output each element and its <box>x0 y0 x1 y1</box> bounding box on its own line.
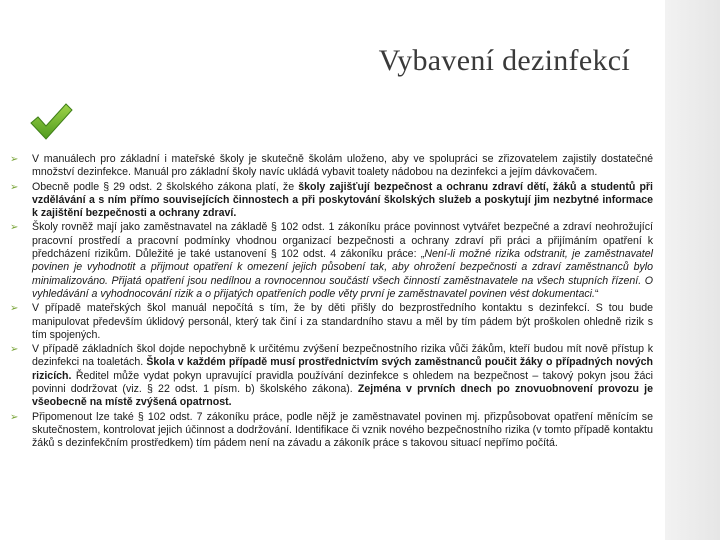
list-item <box>8 343 653 409</box>
arrow-bullet-icon: ➢ <box>10 181 19 193</box>
list-item-text <box>32 343 653 409</box>
text-segment: Zejména v prvních dnech po znovuobnovení provozu je všeobecně na místě zvýšená opatrnost. <box>32 383 654 409</box>
list-item-text <box>32 153 653 180</box>
text-segment: Školy rovněž mají jako zaměstnavatel na základě § 102 odst. 1 zákoníku práce povinnost vytvářet bezpečné a zdraví neohrožující pracovní prostředí a pracovní podmínky vhodnou organizací bezpečnosti a ochrany zdraví při práci a přijímáním opatření k předcházení rizikům. Důležité je také ustanovení § 102 odst. 4 zákoníku práce: „ <box>32 221 653 261</box>
arrow-bullet-icon: ➢ <box>10 303 19 315</box>
text-segment: Škola v každém případě musí prostřednictvím svých zaměstnanců poučit žáky o případných nových rizicích. <box>32 356 653 382</box>
text-segment: V případě mateřských škol manuál nepočítá s tím, že by děti přišly do bezprostředního kontaktu s dezinfekcí. S tou bude manipulovat především úklidový personál, který tak činí i za standardního stavu a měl by tím pádem být proškolen ohledně rizik s tím spojených. <box>32 302 653 341</box>
text-segment: “ <box>594 287 599 300</box>
bullet-list <box>8 153 653 452</box>
text-segment: Ředitel může vydat pokyn upravující pravidla používání dezinfekce s ohledem na bezpečnost – takový pokyn jsou žáci povinni dodržovat (viz. § 22 odst. 1 písm. b) školského zákona). <box>32 369 653 396</box>
text-segment: Obecně podle § 29 odst. 2 školského zákona platí, že <box>32 180 299 193</box>
arrow-bullet-icon: ➢ <box>10 154 19 165</box>
list-item-text <box>32 411 653 451</box>
list-item-text <box>32 221 653 301</box>
slide-title: Vybavení dezinfekcí <box>378 44 630 77</box>
text-segment: školy zajišťují bezpečnost a ochranu zdraví dětí, žáků a studentů při vzdělávání a s ním přímo souvisejících činnostech a při poskytování školských služeb a poskytují jim nezbytné informace k zajištění bezpečnosti a ochrany zdraví. <box>32 180 653 220</box>
arrow-bullet-icon: ➢ <box>10 222 19 234</box>
decorative-side-strip <box>665 0 720 540</box>
text-segment: Připomenout lze také § 102 odst. 7 zákoníku práce, podle nějž je zaměstnavatel povinen mj. přizpůsobovat opatření měnícím se skutečnostem, kontrolovat jejich účinnost a dodržování. Identifikace či vznik nového bezpečnostního rizika (v tomto případě kontaktu žáků s dezinfekčním prostředkem) tím pádem není na závadu a zákoník práce s takovou situací nepřímo počítá. <box>32 410 653 450</box>
text-segment: V případě základních škol dojde nepochybně k určitému zvýšení bezpečnostního rizika vůči žákům, kteří budou mít nově přístup k dezinfekci na toaletách. <box>32 343 653 369</box>
list-item <box>8 221 653 301</box>
arrow-bullet-icon: ➢ <box>10 411 19 423</box>
list-item <box>8 302 653 342</box>
list-item <box>8 181 653 221</box>
arrow-bullet-icon: ➢ <box>10 344 19 356</box>
text-segment: V manuálech pro základní i mateřské školy je skutečně školám uloženo, aby ve spolupráci se zřizovatelem zajistily dostatečné množství dezinfekce. Manuál pro základní školy navíc ukládá vybavit toalety nádobou na dezinfekci a jejím dávkovačem. <box>32 153 653 179</box>
text-segment: Není-li možné rizika odstranit, je zaměstnavatel povinen je vyhodnotit a přijmout opatření k omezení jejich působení tak, aby ohrožení bezpečnosti a zdraví zaměstnanců bylo minimalizováno. Přijatá opatření jsou nedílnou a rovnocennou součástí všech činností zaměstnavatele na všech stupních řízení. O vyhledávání a vyhodnocování rizik a o přijatých opatřeních podle věty první je zaměstnavatel povinen vést dokumentaci. <box>32 248 653 300</box>
list-item <box>8 411 653 451</box>
list-item <box>8 153 653 180</box>
list-item-text <box>32 302 653 342</box>
list-item-text <box>32 181 653 221</box>
check-mark-icon <box>28 100 74 144</box>
